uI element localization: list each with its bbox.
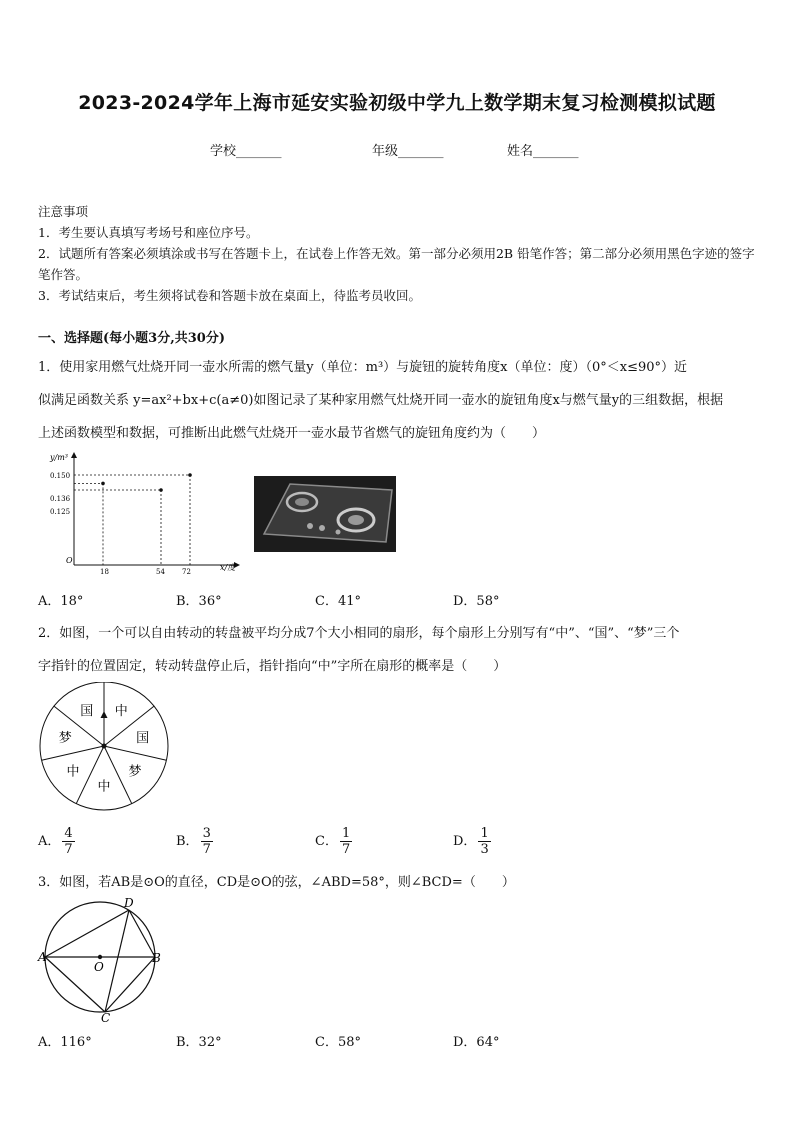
exam-title: 2023-2024学年上海市延安实验初级中学九上数学期末复习检测模拟试题 bbox=[78, 92, 716, 114]
question-2 bbox=[38, 617, 760, 683]
sector-label: 梦 bbox=[128, 764, 142, 780]
q1-option-a[interactable]: A．18° bbox=[38, 594, 84, 609]
notice-item-3: 3．考试结束后，考生须将试卷和答题卡放在桌面上，待监考员收回。 bbox=[38, 288, 421, 303]
spinner-wheel bbox=[36, 682, 176, 814]
q1-options bbox=[38, 590, 760, 610]
q3-line: 3．如图，若AB是⊙O的直径，CD是⊙O的弦，∠ABD=58°，则∠BCD=（ ） bbox=[38, 875, 515, 890]
q2-option-b[interactable] bbox=[176, 826, 213, 857]
q2-option-d[interactable] bbox=[453, 826, 491, 857]
q3-options bbox=[38, 1031, 760, 1051]
q2-option-b-denominator: 7 bbox=[202, 842, 211, 857]
chord-cd bbox=[105, 910, 129, 1012]
q1-line-3: 上述函数模型和数据，可推断出此燃气灶烧开一壶水最节省燃气的旋钮角度约为（ ） bbox=[38, 426, 546, 441]
y-tick-0136: 0.136 bbox=[50, 495, 71, 503]
sector-label: 国 bbox=[80, 704, 94, 720]
q1-option-c[interactable]: C．41° bbox=[315, 594, 361, 609]
sector-label: 中 bbox=[97, 779, 111, 795]
q2-option-a-numerator: 4 bbox=[64, 826, 73, 841]
q2-option-c-denominator: 7 bbox=[341, 842, 351, 857]
q2-option-a-label: A． bbox=[38, 834, 61, 849]
question-1 bbox=[38, 351, 760, 450]
label-d: D bbox=[124, 896, 134, 910]
q2-options bbox=[38, 826, 760, 866]
notice-block bbox=[38, 201, 760, 306]
y-axis-label: y/m³ bbox=[50, 453, 69, 462]
data-point-72 bbox=[188, 473, 192, 477]
q2-option-b-label: B． bbox=[176, 834, 199, 849]
grade-field: 年级_______ bbox=[372, 144, 444, 159]
circle-diagram bbox=[36, 894, 166, 1024]
x-tick-18: 18 bbox=[100, 568, 109, 576]
origin-label: O bbox=[66, 556, 73, 565]
label-c: C bbox=[101, 1011, 111, 1024]
sector-label: 梦 bbox=[58, 731, 72, 747]
label-o: O bbox=[94, 960, 104, 974]
q1-line-2: 似满足函数关系 y=ax²+bx+c(a≠0)如图记录了某种家用燃气灶烧开同一壶水的旋钮角度x与燃气量y的三组数据，根据 bbox=[38, 393, 724, 408]
y-tick-0150: 0.150 bbox=[50, 472, 71, 480]
q2-option-a[interactable] bbox=[38, 826, 75, 857]
chart-marks bbox=[74, 473, 192, 565]
q3-option-a[interactable]: A．116° bbox=[38, 1035, 92, 1050]
label-a: A bbox=[38, 950, 47, 964]
notice-item-2: 2．试题所有答案必须填涂或书写在答题卡上，在试卷上作答无效。第一部分必须用2B 铅笔作答；第二部分必须用黑色字迹的签字笔作答。 bbox=[38, 246, 755, 282]
spinner-center bbox=[102, 744, 107, 749]
q2-option-d-numerator: 1 bbox=[480, 826, 489, 841]
gas-stove-photo bbox=[254, 476, 396, 552]
x-axis-label: x/度 bbox=[220, 563, 236, 572]
center-point bbox=[98, 955, 102, 959]
school-field: 学校_______ bbox=[210, 144, 282, 159]
q1-option-b[interactable]: B．36° bbox=[176, 594, 222, 609]
x-tick-54: 54 bbox=[156, 568, 165, 576]
label-b: B bbox=[152, 951, 161, 965]
q1-option-d[interactable]: D．58° bbox=[453, 594, 500, 609]
q1-chart bbox=[44, 448, 244, 578]
name-field: 姓名_______ bbox=[507, 144, 579, 159]
notice-item-1: 1．考生要认真填写考场号和座位序号。 bbox=[38, 225, 259, 240]
sector-label: 中 bbox=[66, 764, 80, 780]
q2-option-c-numerator: 1 bbox=[341, 826, 351, 841]
q2-option-d-denominator: 3 bbox=[480, 842, 489, 857]
sector-label: 国 bbox=[136, 731, 150, 747]
notice-heading: 注意事项 bbox=[38, 204, 89, 219]
q2-line-1: 2．如图，一个可以自由转动的转盘被平均分成7个大小相同的扇形，每个扇形上分别写有“中”、“国”、“梦”三个 bbox=[38, 626, 680, 641]
data-point-54 bbox=[159, 488, 163, 492]
x-tick-72: 72 bbox=[182, 568, 191, 576]
q1-line-1: 1．使用家用燃气灶烧开同一壶水所需的燃气量y（单位：m³）与旋钮的旋转角度x（单位：度）（0°＜x≤90°）近 bbox=[38, 360, 688, 375]
q2-option-b-numerator: 3 bbox=[202, 826, 211, 841]
q2-option-d-label: D． bbox=[453, 834, 477, 849]
q3-option-c[interactable]: C．58° bbox=[315, 1035, 361, 1050]
y-tick-0125: 0.125 bbox=[50, 508, 71, 516]
q2-option-c[interactable] bbox=[315, 826, 352, 857]
q2-line-2: 字指针的位置固定，转动转盘停止后，指针指向“中”字所在扇形的概率是（ ） bbox=[38, 659, 507, 674]
data-point-18 bbox=[101, 482, 105, 486]
q3-option-d[interactable]: D．64° bbox=[453, 1035, 500, 1050]
q2-option-c-label: C． bbox=[315, 834, 338, 849]
q3-option-b[interactable]: B．32° bbox=[176, 1035, 222, 1050]
section-heading: 一、选择题(每小题3分,共30分) bbox=[38, 331, 225, 346]
q2-option-a-denominator: 7 bbox=[64, 842, 73, 857]
sector-label: 中 bbox=[114, 704, 128, 720]
